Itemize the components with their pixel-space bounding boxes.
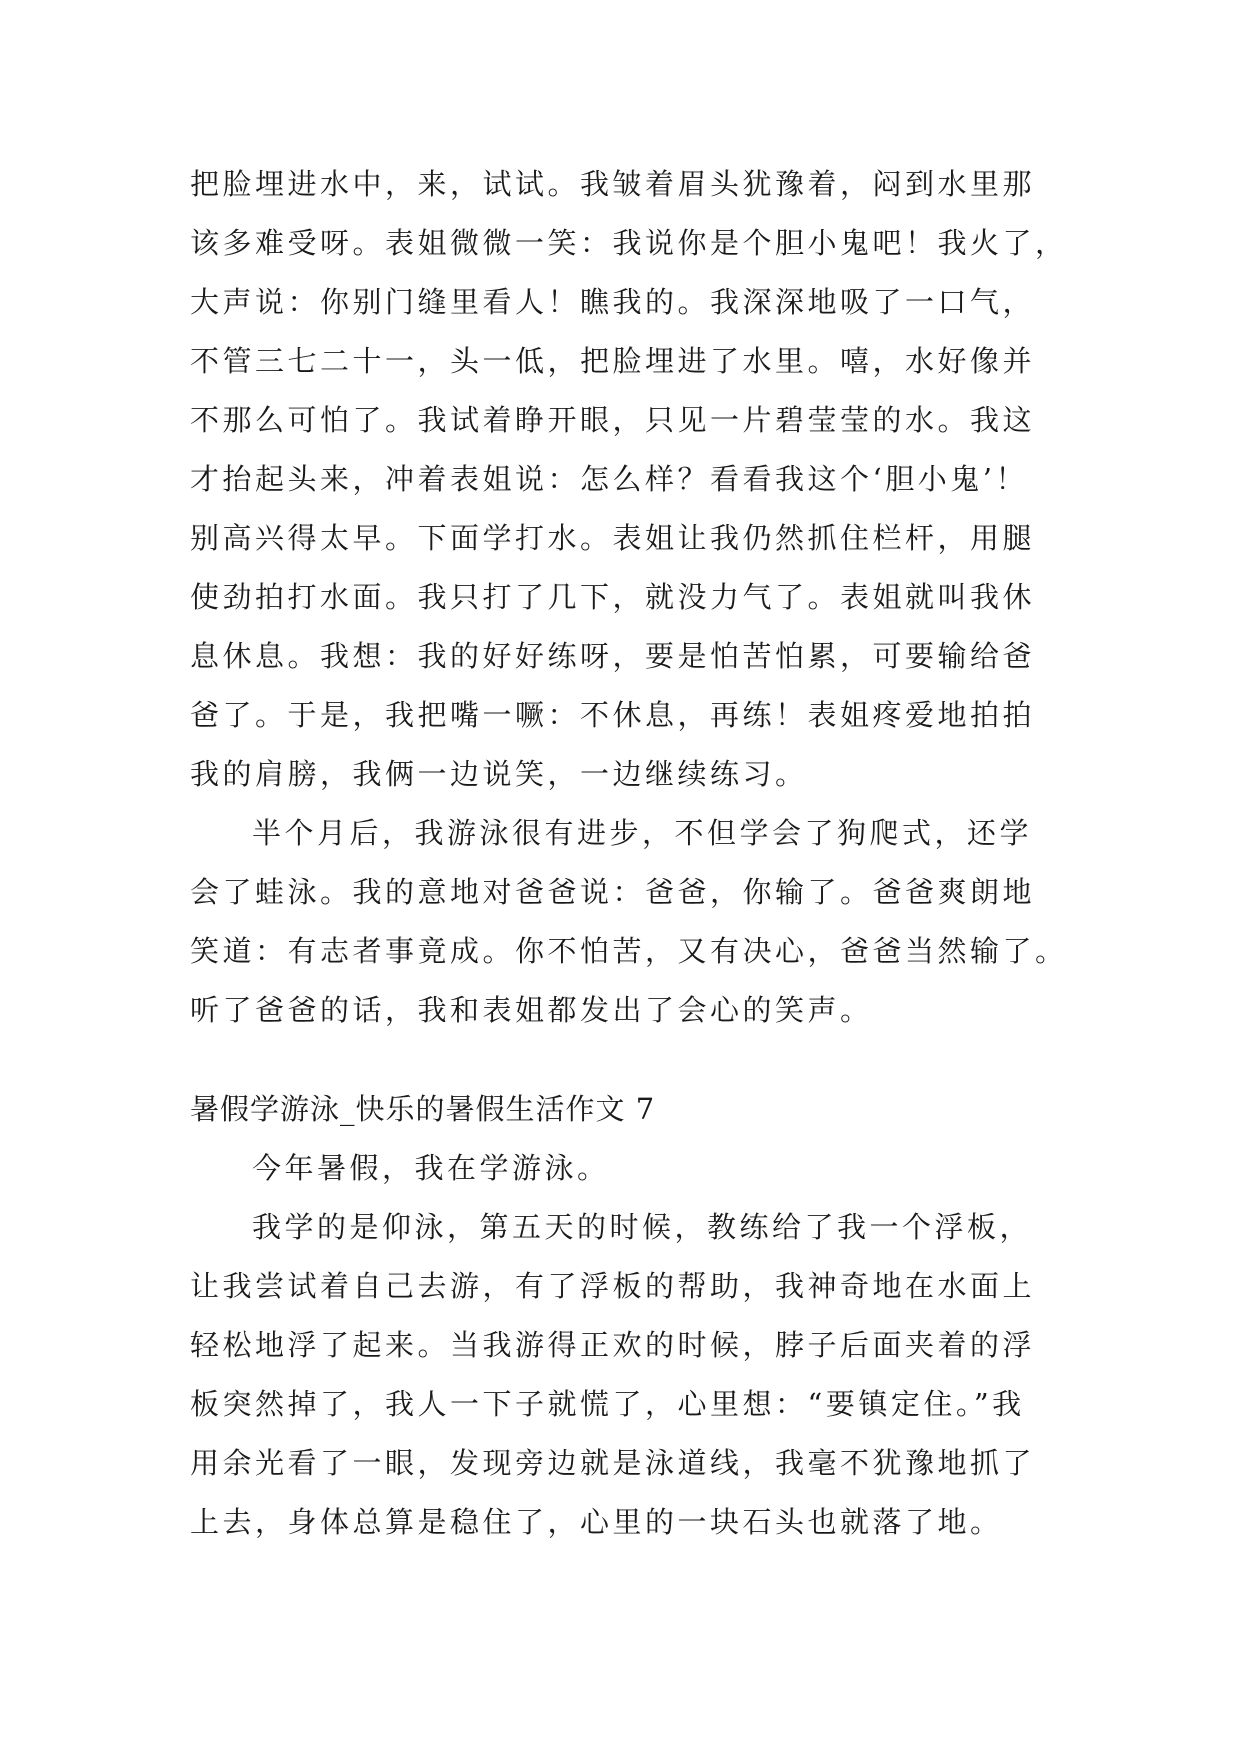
text-line: 今年暑假，我在学游泳。 — [252, 1151, 610, 1185]
text-line: 不管三七二十一，头一低，把脸埋进了水里。嘻，水好像并 — [190, 344, 1036, 378]
text-line: 才抬起头来，冲着表姐说：怎么样？看看我这个‘胆小鬼’！ — [190, 462, 1028, 496]
text-line: 会了蛙泳。我的意地对爸爸说：爸爸，你输了。爸爸爽朗地 — [190, 875, 1036, 909]
text-line: 让我尝试着自己去游，有了浮板的帮助，我神奇地在水面上 — [190, 1269, 1036, 1303]
text-line: 息休息。我想：我的好好练呀，要是怕苦怕累，可要输给爸 — [190, 639, 1036, 673]
essay-part-1 — [190, 155, 1068, 1040]
essay-part-2 — [190, 1139, 1060, 1552]
text-line: 该多难受呀。表姐微微一笑：我说你是个胆小鬼吧！我火了， — [190, 226, 1068, 260]
text-line: 听了爸爸的话，我和表姐都发出了会心的笑声。 — [190, 993, 873, 1027]
text-line: 不那么可怕了。我试着睁开眼，只见一片碧莹莹的水。我这 — [190, 403, 1036, 437]
text-line: 使劲拍打水面。我只打了几下，就没力气了。表姐就叫我休 — [190, 580, 1036, 614]
text-line: 板突然掉了，我人一下子就慌了，心里想：“要镇定住。”我 — [190, 1387, 1025, 1421]
text-line: 轻松地浮了起来。当我游得正欢的时候，脖子后面夹着的浮 — [190, 1328, 1036, 1362]
section-title: 暑假学游泳_快乐的暑假生活作文 7 — [190, 1092, 656, 1126]
text-line: 笑道：有志者事竟成。你不怕苦，又有决心，爸爸当然输了。 — [190, 934, 1068, 968]
text-line: 用余光看了一眼，发现旁边就是泳道线，我毫不犹豫地抓了 — [190, 1446, 1036, 1480]
text-line: 大声说：你别门缝里看人！瞧我的。我深深地吸了一口气， — [190, 285, 1036, 319]
text-line: 我的肩膀，我俩一边说笑，一边继续练习。 — [190, 757, 808, 791]
text-line: 半个月后，我游泳很有进步，不但学会了狗爬式，还学 — [252, 816, 1033, 850]
text-line: 把脸埋进水中，来，试试。我皱着眉头犹豫着，闷到水里那 — [190, 167, 1036, 201]
text-line: 上去，身体总算是稳住了，心里的一块石头也就落了地。 — [190, 1505, 1003, 1539]
text-line: 我学的是仰泳，第五天的时候，教练给了我一个浮板， — [252, 1210, 1033, 1244]
text-line: 爸了。于是，我把嘴一噘：不休息，再练！表姐疼爱地拍拍 — [190, 698, 1036, 732]
text-line: 别高兴得太早。下面学打水。表姐让我仍然抓住栏杆，用腿 — [190, 521, 1036, 555]
